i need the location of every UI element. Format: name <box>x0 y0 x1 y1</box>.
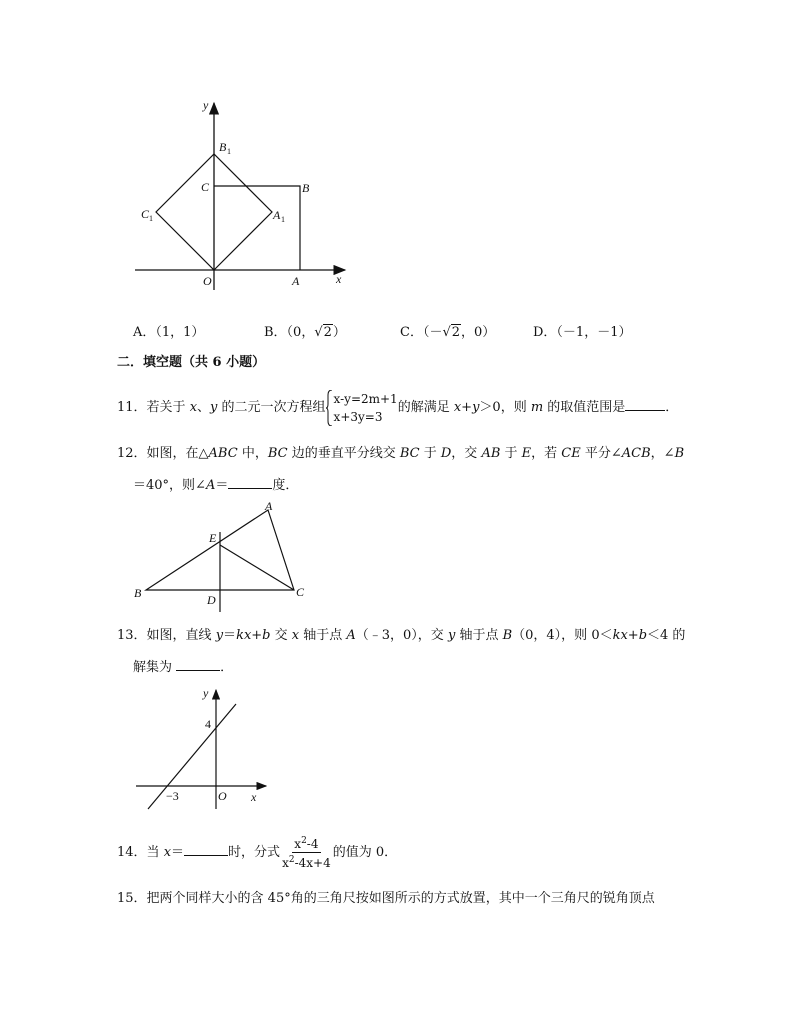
q10-option-c-prefix: C．（－ <box>400 325 443 340</box>
label-neg3: −3 <box>166 789 179 803</box>
question-13-line-2 <box>133 658 233 677</box>
segment-ce: CE <box>561 446 581 461</box>
q10-option-b-suffix: ） <box>332 325 346 340</box>
q12-text: 平分∠ <box>580 446 622 461</box>
q12-text: 中， <box>237 446 268 461</box>
label-c1: C <box>141 207 150 221</box>
segment-bc: BC <box>267 446 288 461</box>
q12-text: ，交 <box>451 446 482 461</box>
segment-ce <box>220 545 294 590</box>
label-4: 4 <box>205 717 211 731</box>
brace-icon <box>326 390 332 426</box>
segment-bc: BC <box>399 446 420 461</box>
q11-sep: 、 <box>197 400 211 415</box>
angle-a: A <box>205 478 216 493</box>
q13-text: 轴于点 <box>299 628 347 643</box>
question-12-line-1 <box>117 445 684 463</box>
q12-text: ，∠ <box>650 446 675 461</box>
denominator: $x^2-4x+4$ <box>282 855 331 870</box>
q11-mid: 的二元一次方程组 <box>217 400 326 415</box>
var-x: x <box>291 628 300 643</box>
q13-text: 解集为 <box>133 660 177 675</box>
q12-text: 于 <box>419 446 441 461</box>
answer-blank[interactable] <box>228 476 272 489</box>
label-e: E <box>209 531 217 545</box>
q13-text: 交 <box>270 628 292 643</box>
question-14 <box>117 834 397 870</box>
q12-text: ＝40°，则∠ <box>133 478 206 493</box>
label-x: x <box>336 272 342 286</box>
fraction <box>280 834 333 871</box>
q13-text: ． <box>220 660 234 675</box>
q12-text: 12．如图，在△ <box>117 446 209 461</box>
point-e: E <box>521 446 532 461</box>
q11-prefix: 11．若关于 <box>117 400 190 415</box>
label-c: C <box>201 180 210 194</box>
label-a1: A <box>273 208 281 222</box>
figure-q13-diagram <box>128 684 273 814</box>
q13-text: （0，4），则 0＜ <box>512 628 613 643</box>
label-c: C <box>296 585 305 599</box>
segment-ab: AB <box>481 446 501 461</box>
figure-q12-diagram <box>128 500 318 615</box>
q14-text: 的值为 0． <box>332 845 398 860</box>
expr-kxb: kx+b <box>612 628 648 643</box>
label-d: D <box>207 593 216 607</box>
q14-text: ＝ <box>171 845 185 860</box>
q13-text: ＜4 的 <box>647 628 686 643</box>
label-o: O <box>218 789 227 803</box>
radicand: 2 <box>451 325 461 340</box>
equation-1: x-y=2m+1 <box>333 391 398 406</box>
label-b: B <box>134 586 142 600</box>
label-a: A <box>292 274 300 288</box>
point-a: A <box>346 628 356 643</box>
q12-text: ＝ <box>215 478 229 493</box>
q11-cond2: ＞0，则 <box>479 400 531 415</box>
label-a: A <box>265 500 273 513</box>
label-c1-sub: 1 <box>149 214 153 223</box>
equation-system <box>326 390 398 426</box>
label-y: y <box>203 686 209 700</box>
q14-text: 14．当 <box>117 845 164 860</box>
label-b1-sub: 1 <box>227 147 231 156</box>
q12-text: 边的垂直平分线交 <box>287 446 400 461</box>
q10-option-b <box>264 324 346 342</box>
expr-kxb: kx+b <box>236 628 271 643</box>
q10-option-a: A．（1，1） <box>133 325 205 340</box>
var-y: y <box>210 400 218 415</box>
label-b1: B <box>219 140 227 154</box>
var-y: y <box>447 628 456 643</box>
answer-blank[interactable] <box>184 843 228 856</box>
q10-option-c-suffix: ，0） <box>461 325 496 340</box>
angle-acb: ACB <box>621 446 651 461</box>
label-o: O <box>203 274 212 288</box>
var-x: x <box>189 400 198 415</box>
q10-option-d: D．（－1，－1） <box>533 325 632 340</box>
q13-text: （﹣3，0），交 <box>355 628 448 643</box>
question-15: 15．把两个同样大小的含 45°角的三角尺按如图所示的方式放置，其中一个三角尺的锐角顶点 <box>117 891 655 906</box>
var-y: y <box>215 628 224 643</box>
answer-blank[interactable] <box>625 398 665 411</box>
condition-expr: x+y <box>453 400 480 415</box>
sqrt-symbol: √2 <box>442 325 461 340</box>
q14-text: 时，分式 <box>228 845 281 860</box>
point-d: D <box>440 446 452 461</box>
angle-b: B <box>674 446 685 461</box>
q13-text: ＝ <box>223 628 237 643</box>
q12-text: 于 <box>500 446 522 461</box>
q10-option-b-prefix: B．（0， <box>264 325 315 340</box>
q11-end: ． <box>665 400 679 415</box>
equation-2: x+3y=3 <box>333 409 383 424</box>
sqrt-symbol: √2 <box>314 325 332 340</box>
q13-text: 轴于点 <box>455 628 503 643</box>
q13-text: 13．如图，直线 <box>117 628 216 643</box>
point-b: B <box>502 628 513 643</box>
question-13-line-1 <box>117 627 685 645</box>
numerator: $x^2-4$ <box>294 836 319 851</box>
section-2-title: 二．填空题（共 6 小题） <box>117 355 266 370</box>
var-m: m <box>530 400 544 415</box>
q12-text: 度． <box>272 478 299 493</box>
answer-blank[interactable] <box>176 658 220 671</box>
figure-q10-diagram <box>125 95 355 295</box>
question-12-line-2 <box>133 476 298 495</box>
label-a1-sub: 1 <box>281 215 285 224</box>
label-y: y <box>203 98 209 112</box>
label-b: B <box>302 181 310 195</box>
q11-after: 的解满足 <box>397 400 454 415</box>
triangle-name: ABC <box>208 446 238 461</box>
label-x: x <box>251 790 257 804</box>
q12-text: ，若 <box>531 446 562 461</box>
question-11 <box>117 388 678 428</box>
var-x: x <box>163 845 172 860</box>
radicand: 2 <box>323 325 332 340</box>
q10-option-c <box>400 324 495 342</box>
q11-tail: 的取值范围是 <box>543 400 626 415</box>
